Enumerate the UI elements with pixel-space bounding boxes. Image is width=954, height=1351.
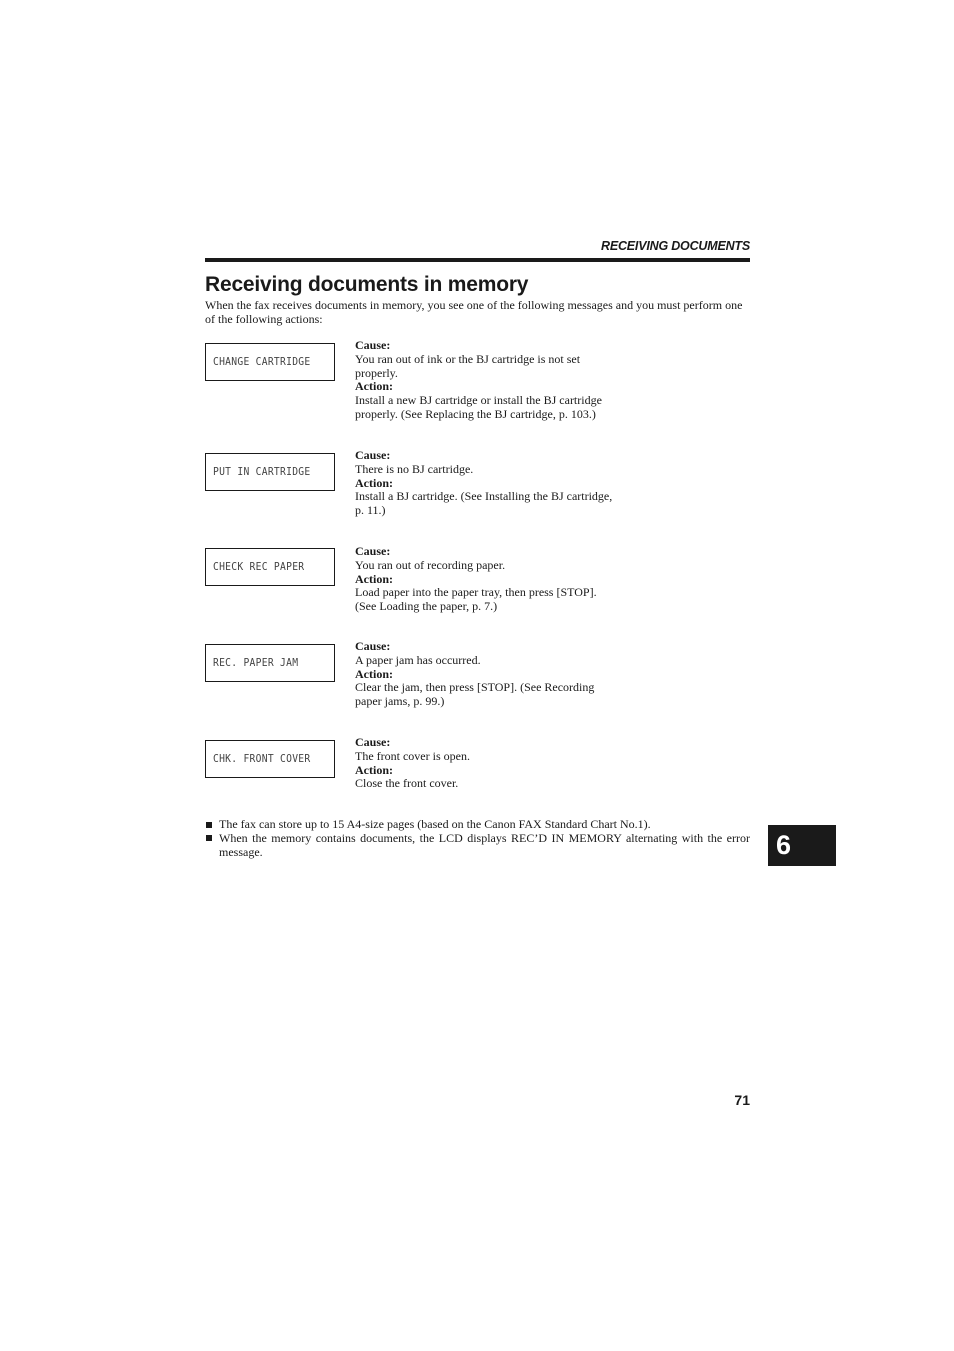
notes-list [205,818,750,859]
cause-line: A paper jam has occurred. [355,652,481,667]
action-line: Install a new BJ cartridge or install the BJ cartridge [355,393,602,407]
action-line: paper jams, p. 99.) [355,694,445,708]
action-label: Action: [355,762,393,777]
cause-label: Cause: [355,544,391,558]
lcd-message-text: PUT IN CARTRIDGE [213,466,311,478]
action-label: Action: [355,475,393,490]
lcd-message-box [205,644,335,682]
cause-label: Cause: [355,639,391,653]
lcd-message-text: CHK. FRONT COVER [213,753,311,765]
lcd-message-box [205,548,335,586]
running-head: RECEIVING DOCUMENTS [601,239,750,253]
cause-line: You ran out of recording paper. [355,557,506,572]
lcd-message-box [205,343,335,381]
lcd-message-text: CHANGE CARTRIDGE [213,356,311,368]
entry-cause-action [355,449,645,518]
lcd-message-box [205,453,335,491]
page-title: Receiving documents in memory [205,273,529,296]
note-item [205,818,750,832]
note-text: The fax can store up to 15 A4-size pages (based on the Canon FAX Standard Chart No.1). [219,817,651,831]
action-line: p. 11.) [355,503,386,517]
entry-cause-action [355,640,645,709]
action-line: Install a BJ cartridge. (See Installing the BJ cartridge, [355,489,613,504]
cause-label: Cause: [355,338,391,352]
entry-cause-action [355,736,645,791]
page-number: 71 [734,1092,750,1108]
entry-cause-action [355,545,645,614]
lcd-message-box [205,740,335,778]
lcd-message-text: CHECK REC PAPER [213,561,305,573]
action-line: Load paper into the paper tray, then press [STOP]. [355,585,597,600]
cause-line: properly. [355,365,398,380]
cause-label: Cause: [355,448,391,462]
chapter-tab: 6 [768,825,836,866]
header-rule [205,258,750,262]
entry-cause-action [355,339,645,422]
cause-label: Cause: [355,735,391,749]
square-bullet-icon [206,835,212,841]
action-label: Action: [355,379,393,394]
note-text: When the memory contains documents, the LCD displays REC’D IN MEMORY alternating with the error message. [219,830,750,859]
action-line: Clear the jam, then press [STOP]. (See Recording [355,680,595,695]
cause-line: The front cover is open. [355,748,470,763]
action-line: Close the front cover. [355,776,459,791]
intro-paragraph: When the fax receives documents in memory, you see one of the following messages and you must perform one of the following actions: [205,298,743,326]
action-label: Action: [355,571,393,586]
action-line: (See Loading the paper, p. 7.) [355,599,498,613]
action-line: properly. (See Replacing the BJ cartridge, p. 103.) [355,406,596,421]
action-label: Action: [355,666,393,681]
cause-line: You ran out of ink or the BJ cartridge is not set [355,351,581,366]
lcd-message-text: REC. PAPER JAM [213,657,299,669]
square-bullet-icon [206,822,212,828]
cause-line: There is no BJ cartridge. [355,461,474,476]
note-item [205,832,750,860]
